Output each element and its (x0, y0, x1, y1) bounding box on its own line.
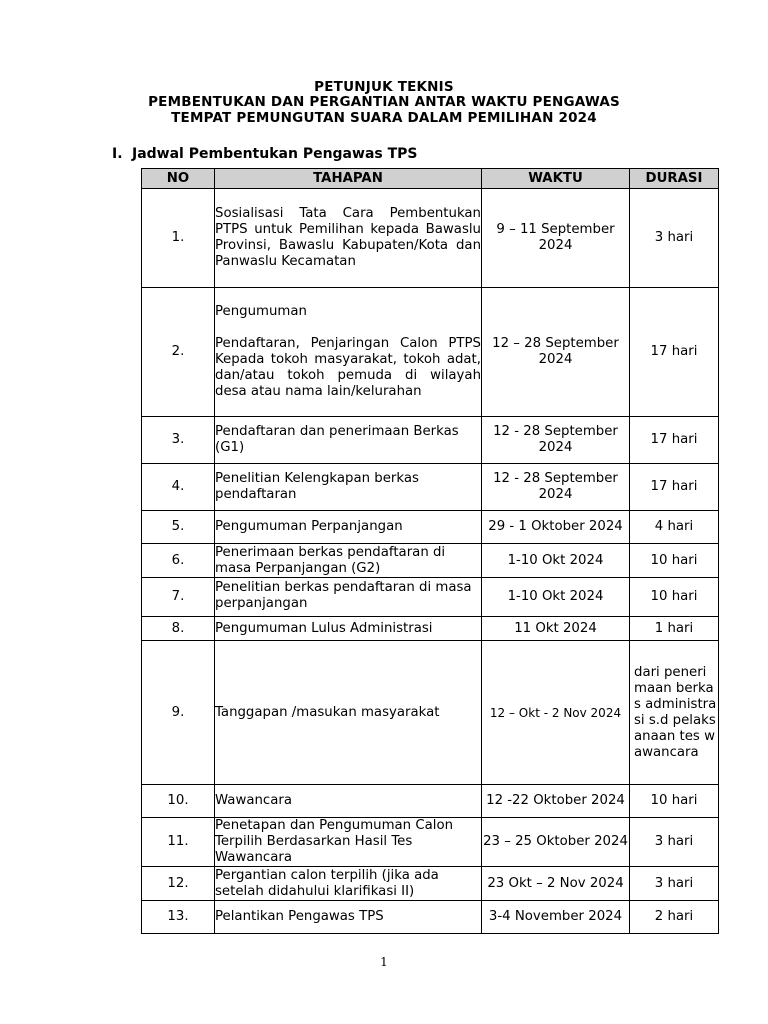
row-tahapan: Penelitian berkas pendaftaran di masa perpanjangan (215, 578, 482, 617)
row-tahapan: Penelitian Kelengkapan berkas pendaftaran (215, 464, 482, 511)
row-no: 3. (142, 417, 215, 464)
row-durasi: 4 hari (630, 511, 719, 544)
row-tahapan: Penetapan dan Pengumuman Calon Terpilih Berdasarkan Hasil Tes Wawancara (215, 818, 482, 867)
row-waktu: 29 - 1 Oktober 2024 (482, 511, 630, 544)
section-title: Jadwal Pembentukan Pengawas TPS (132, 146, 418, 162)
row-durasi: 1 hari (630, 617, 719, 641)
row-no: 1. (142, 189, 215, 288)
row-durasi: 2 hari (630, 901, 719, 934)
row-no: 7. (142, 578, 215, 617)
row-waktu: 23 Okt – 2 Nov 2024 (482, 867, 630, 901)
row-waktu: 3-4 November 2024 (482, 901, 630, 934)
row-waktu: 23 – 25 Oktober 2024 (482, 818, 630, 867)
header-no: NO (142, 169, 215, 189)
row-tahapan: Tanggapan /masukan masyarakat (215, 641, 482, 785)
row-waktu: 11 Okt 2024 (482, 617, 630, 641)
row-waktu: 12 - 28 September 2024 (482, 417, 630, 464)
table-row (142, 417, 719, 464)
row-tahapan-cell (215, 288, 482, 417)
table-row (142, 785, 719, 818)
row-durasi: 17 hari (630, 417, 719, 464)
row-waktu: 12 – 28 September 2024 (482, 288, 630, 417)
table-row (142, 288, 719, 417)
row-durasi: 3 hari (630, 818, 719, 867)
row-waktu: 12 -22 Oktober 2024 (482, 785, 630, 818)
row-no: 5. (142, 511, 215, 544)
row-durasi: 10 hari (630, 578, 719, 617)
row-no: 9. (142, 641, 215, 785)
row-tahapan: Pelantikan Pengawas TPS (215, 901, 482, 934)
section-number: I. (112, 146, 123, 162)
row-tahapan: Pendaftaran dan penerimaan Berkas (G1) (215, 417, 482, 464)
row-tahapan: Pendaftaran, Penjaringan Calon PTPS Kepada tokoh masyarakat, tokoh adat, dan/atau tokoh pemuda di wilayah desa atau nama lain/kelurahan (215, 336, 481, 399)
row-tahapan: Pergantian calon terpilih (jika ada setelah didahului klarifikasi II) (215, 867, 482, 901)
table-row (142, 464, 719, 511)
table-row (142, 818, 719, 867)
row-durasi: 10 hari (630, 544, 719, 578)
row-durasi: 17 hari (630, 464, 719, 511)
row-waktu: 1-10 Okt 2024 (482, 578, 630, 617)
page-number: 1 (380, 955, 388, 969)
row-durasi: 17 hari (630, 288, 719, 417)
table-row (142, 544, 719, 578)
row-tahapan: Pengumuman Lulus Administrasi (215, 617, 482, 641)
row-durasi: 3 hari (630, 189, 719, 288)
row-no: 13. (142, 901, 215, 934)
doc-title-line-3: TEMPAT PEMUNGUTAN SUARA DALAM PEMILIHAN 2024 (171, 110, 597, 126)
row-waktu: 12 - 28 September 2024 (482, 464, 630, 511)
row-no: 12. (142, 867, 215, 901)
row-durasi: 10 hari (630, 785, 719, 818)
row-no: 6. (142, 544, 215, 578)
row-waktu: 12 – Okt - 2 Nov 2024 (482, 641, 630, 785)
row-no: 4. (142, 464, 215, 511)
row-waktu: 9 – 11 September 2024 (482, 189, 630, 288)
row-tahapan-heading: Pengumuman (215, 304, 307, 319)
table-row (142, 641, 719, 785)
table-row (142, 511, 719, 544)
table-row (142, 578, 719, 617)
table-row (142, 867, 719, 901)
row-no: 11. (142, 818, 215, 867)
row-durasi: dari penerimaan berkas administrasi s.d pelaksanaan tes wawancara (630, 641, 719, 785)
doc-title-line-1: PETUNJUK TEKNIS (314, 79, 454, 95)
row-no: 8. (142, 617, 215, 641)
table-row (142, 617, 719, 641)
table-header-row (142, 169, 719, 189)
header-waktu: WAKTU (482, 169, 630, 189)
row-no: 10. (142, 785, 215, 818)
header-tahapan: TAHAPAN (215, 169, 482, 189)
table-row (142, 901, 719, 934)
schedule-table (141, 168, 719, 934)
row-tahapan: Pengumuman Perpanjangan (215, 511, 482, 544)
header-durasi: DURASI (630, 169, 719, 189)
row-no: 2. (142, 288, 215, 417)
row-waktu: 1-10 Okt 2024 (482, 544, 630, 578)
row-tahapan: Penerimaan berkas pendaftaran di masa Perpanjangan (G2) (215, 544, 482, 578)
row-tahapan: Wawancara (215, 785, 482, 818)
table-row (142, 189, 719, 288)
doc-title-line-2: PEMBENTUKAN DAN PERGANTIAN ANTAR WAKTU PENGAWAS (148, 94, 620, 110)
section-heading (112, 146, 418, 162)
row-tahapan: Sosialisasi Tata Cara Pembentukan PTPS untuk Pemilihan kepada Bawaslu Provinsi, Bawaslu Kabupaten/Kota dan Panwaslu Kecamatan (215, 189, 482, 288)
row-durasi: 3 hari (630, 867, 719, 901)
